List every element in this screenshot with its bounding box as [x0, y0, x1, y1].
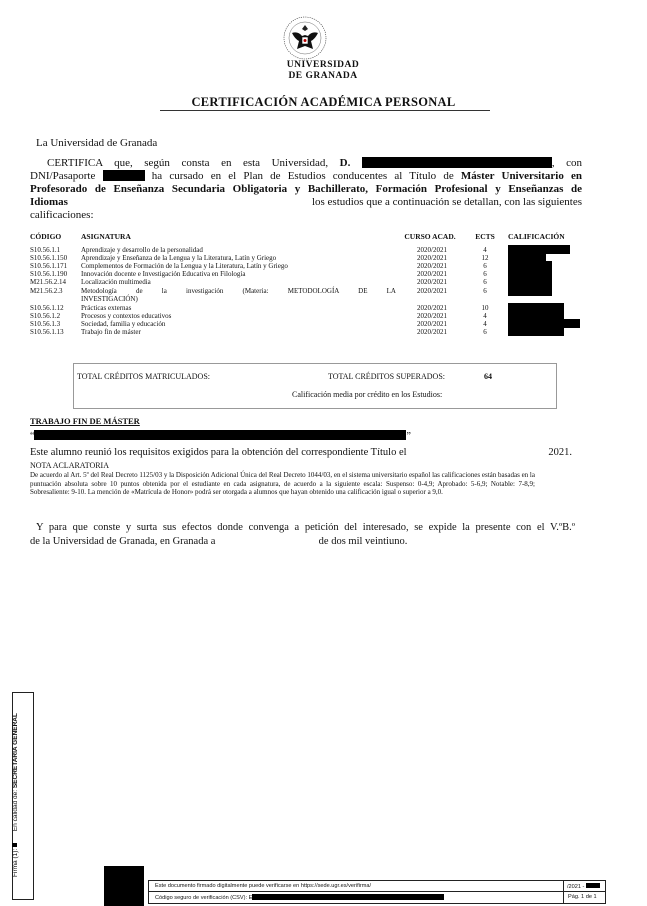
closing-paragraph	[30, 521, 575, 549]
subject-name: Complementos de Formación de la Lengua y la Literatura, Latín y Griego	[81, 262, 288, 271]
closing-line-1: Y para que conste y surta sus efectos donde convenga a petición del interesado, se expide la presente con el V.ºB.º	[36, 522, 575, 533]
subject-code: M21.56.2.3	[30, 286, 63, 295]
cert-line-1-text: que, según consta en esta Universidad,	[114, 157, 329, 169]
subject-code: S10.56.1.2	[30, 311, 61, 320]
academic-year: 2020/2021	[417, 246, 447, 254]
ects-credits: 4	[483, 246, 487, 254]
subject-name: Sociedad, familia y educación	[81, 319, 166, 328]
cert-line-4-text: los estudios que a continuación se detallan, con las siguientes	[311, 196, 582, 208]
footer-date-text: /2021 -	[567, 884, 585, 890]
academic-year: 2020/2021	[417, 327, 447, 336]
tfm-title-line	[30, 430, 411, 442]
subject-code: S10.56.1.12	[30, 303, 64, 312]
subject-name: Procesos y contextos educativos	[81, 311, 172, 320]
closing-line-2-end: de dos mil veintiuno.	[318, 536, 408, 547]
title-underline	[160, 110, 490, 111]
degree-name-middle: Profesorado de Enseñanza Secundaria Obligatoria y Bachillerato, Formación Profesional y Enseñanzas de	[30, 183, 582, 195]
ects-credits: 4	[483, 311, 487, 320]
header-grade: CALIFICACIÓN	[508, 232, 565, 241]
page-number: Pág. 1 de 1	[568, 894, 597, 900]
ects-credits: 12	[481, 254, 489, 263]
degree-name-start: Máster Universitario en	[460, 170, 583, 182]
subject-name: Innovación docente e Investigación Educativa en Filología	[81, 270, 246, 279]
redacted-grade	[508, 327, 564, 336]
academic-year: 2020/2021	[417, 303, 447, 312]
subject-name-continuation: INVESTIGACIÓN)	[81, 294, 138, 303]
cert-line-2	[30, 170, 582, 183]
university-seal-logo	[282, 15, 328, 61]
subject-code: S10.56.1.190	[30, 270, 68, 279]
footer-divider-h	[149, 891, 605, 892]
academic-year: 2020/2021	[417, 254, 447, 263]
student-title: D.	[339, 157, 351, 169]
academic-year: 2020/2021	[417, 286, 447, 295]
credits-summary-box	[73, 363, 557, 409]
tfm-open-quote: “	[30, 431, 35, 442]
subject-code: M21.56.2.14	[30, 278, 66, 287]
academic-year: 2020/2021	[417, 270, 447, 279]
dni-label: DNI/Pasaporte	[30, 170, 96, 182]
requirements-text: Este alumno reunió los requisitos exigidos para la obtención del correspondiente Título el	[30, 447, 407, 458]
university-name	[258, 60, 388, 82]
subject-name: Localización multimedia	[81, 278, 151, 287]
redacted-signer	[12, 843, 17, 847]
redacted-student-name	[362, 157, 552, 168]
subject-code: S10.56.1.1	[30, 246, 61, 254]
ects-credits: 6	[483, 286, 487, 295]
passed-credits-value: 64	[484, 372, 492, 381]
qr-code	[104, 866, 144, 906]
subject-code: S10.56.1.13	[30, 327, 64, 336]
subject-name: Trabajo fin de máster	[81, 327, 141, 336]
subject-code: S10.56.1.150	[30, 254, 68, 263]
footer-divider-v	[563, 881, 564, 903]
university-name-line2: DE GRANADA	[288, 71, 358, 81]
average-grade-label: Calificación media por crédito en los Estudios:	[292, 390, 443, 399]
con-text: , con	[551, 157, 583, 169]
university-name-line1: UNIVERSIDAD	[286, 60, 360, 70]
cert-line-4	[30, 196, 582, 209]
tfm-heading: TRABAJO FIN DE MÁSTER	[30, 416, 140, 426]
redacted-dni	[103, 170, 145, 181]
subject-name: Aprendizaje y desarrollo de la personalidad	[81, 246, 203, 254]
redacted-tfm-title	[34, 430, 406, 440]
ects-credits: 6	[483, 327, 487, 336]
explanatory-note-text: De acuerdo al Art. 5º del Real Decreto 1125/03 y la Disposición Adicional Única del Real Decreto 1044/03, en el sistema universitario español las calificaciones están basadas en la puntuación absoluta sobre 10 puntos obtenida por el estudiante en cada asignatura, de acuerdo a la siguiente escala: Suspenso: 0-4,9; Aprobado: 5-6,9; Notable: 7-8,9; Sobresaliente: 9-10. La mención de «Matrícula de Honor» podrá ser otorgada a alumnos que hayan obtenido una calificación igual o superior a 9,0.	[30, 471, 535, 496]
closing-line-2	[30, 535, 575, 549]
enrolled-credits-label: TOTAL CRÉDITOS MATRICULADOS:	[77, 372, 210, 381]
cert-line-2-text: ha cursado en el Plan de Estudios conducentes al Título de	[151, 170, 454, 182]
subject-code: S10.56.1.3	[30, 319, 61, 328]
header-year: CURSO ACAD.	[404, 232, 456, 241]
csv-line	[155, 894, 444, 901]
cert-line-1	[30, 157, 582, 170]
signer-role: SECRETARIA GENERAL	[12, 713, 19, 789]
ects-credits: 6	[483, 262, 487, 271]
en-calidad-label: En calidad de:	[12, 789, 19, 832]
academic-year: 2020/2021	[417, 278, 447, 287]
academic-year: 2020/2021	[417, 262, 447, 271]
ects-credits: 10	[481, 303, 489, 312]
ects-credits: 6	[483, 270, 487, 279]
header-code: CÓDIGO	[30, 232, 62, 241]
subject-name: Metodología de la investigación (Materia: METODOLOGÍA DE LA	[81, 286, 396, 295]
cert-line-5: calificaciones:	[30, 209, 94, 221]
subject-code: S10.56.1.171	[30, 262, 68, 271]
certification-paragraph	[30, 157, 582, 222]
ects-credits: 4	[483, 319, 487, 328]
redacted-csv-code	[252, 894, 444, 900]
closing-line-2-text: de la Universidad de Granada, en Granada a	[30, 536, 216, 547]
footer-date	[567, 883, 600, 890]
document-title: CERTIFICACIÓN ACADÉMICA PERSONAL	[191, 95, 456, 109]
redacted-time	[586, 883, 600, 888]
requirements-year: 2021.	[548, 447, 572, 458]
academic-year: 2020/2021	[417, 311, 447, 320]
academic-year: 2020/2021	[417, 319, 447, 328]
header-subject: ASIGNATURA	[81, 232, 131, 241]
tfm-close-quote: ”	[406, 431, 411, 442]
certifica-word: CERTIFICA	[47, 157, 103, 169]
firma-label: Firma (1):	[12, 848, 19, 877]
verification-footer	[148, 880, 606, 904]
header-ects: ECTS	[475, 232, 495, 241]
ects-credits: 6	[483, 278, 487, 287]
explanatory-note-title: NOTA ACLARATORIA	[30, 461, 109, 470]
redacted-grade	[508, 286, 552, 296]
passed-credits-label: TOTAL CRÉDITOS SUPERADOS:	[328, 372, 446, 381]
signature-side-label	[12, 700, 32, 890]
subject-name: Aprendizaje y Enseñanza de la Lengua y la Literatura, Latín y Griego	[81, 254, 277, 263]
issuing-university: La Universidad de Granada	[36, 137, 158, 149]
verify-url-text: Este documento firmado digitalmente puede verificarse en https://sede.ugr.es/verifirma/	[155, 883, 372, 889]
requirements-statement	[30, 447, 572, 458]
subject-name: Prácticas externas	[81, 303, 132, 312]
csv-label: Código seguro de verificación (CSV): E	[155, 895, 253, 901]
degree-name-end: Idiomas	[30, 196, 68, 208]
cert-line-3	[30, 183, 582, 196]
